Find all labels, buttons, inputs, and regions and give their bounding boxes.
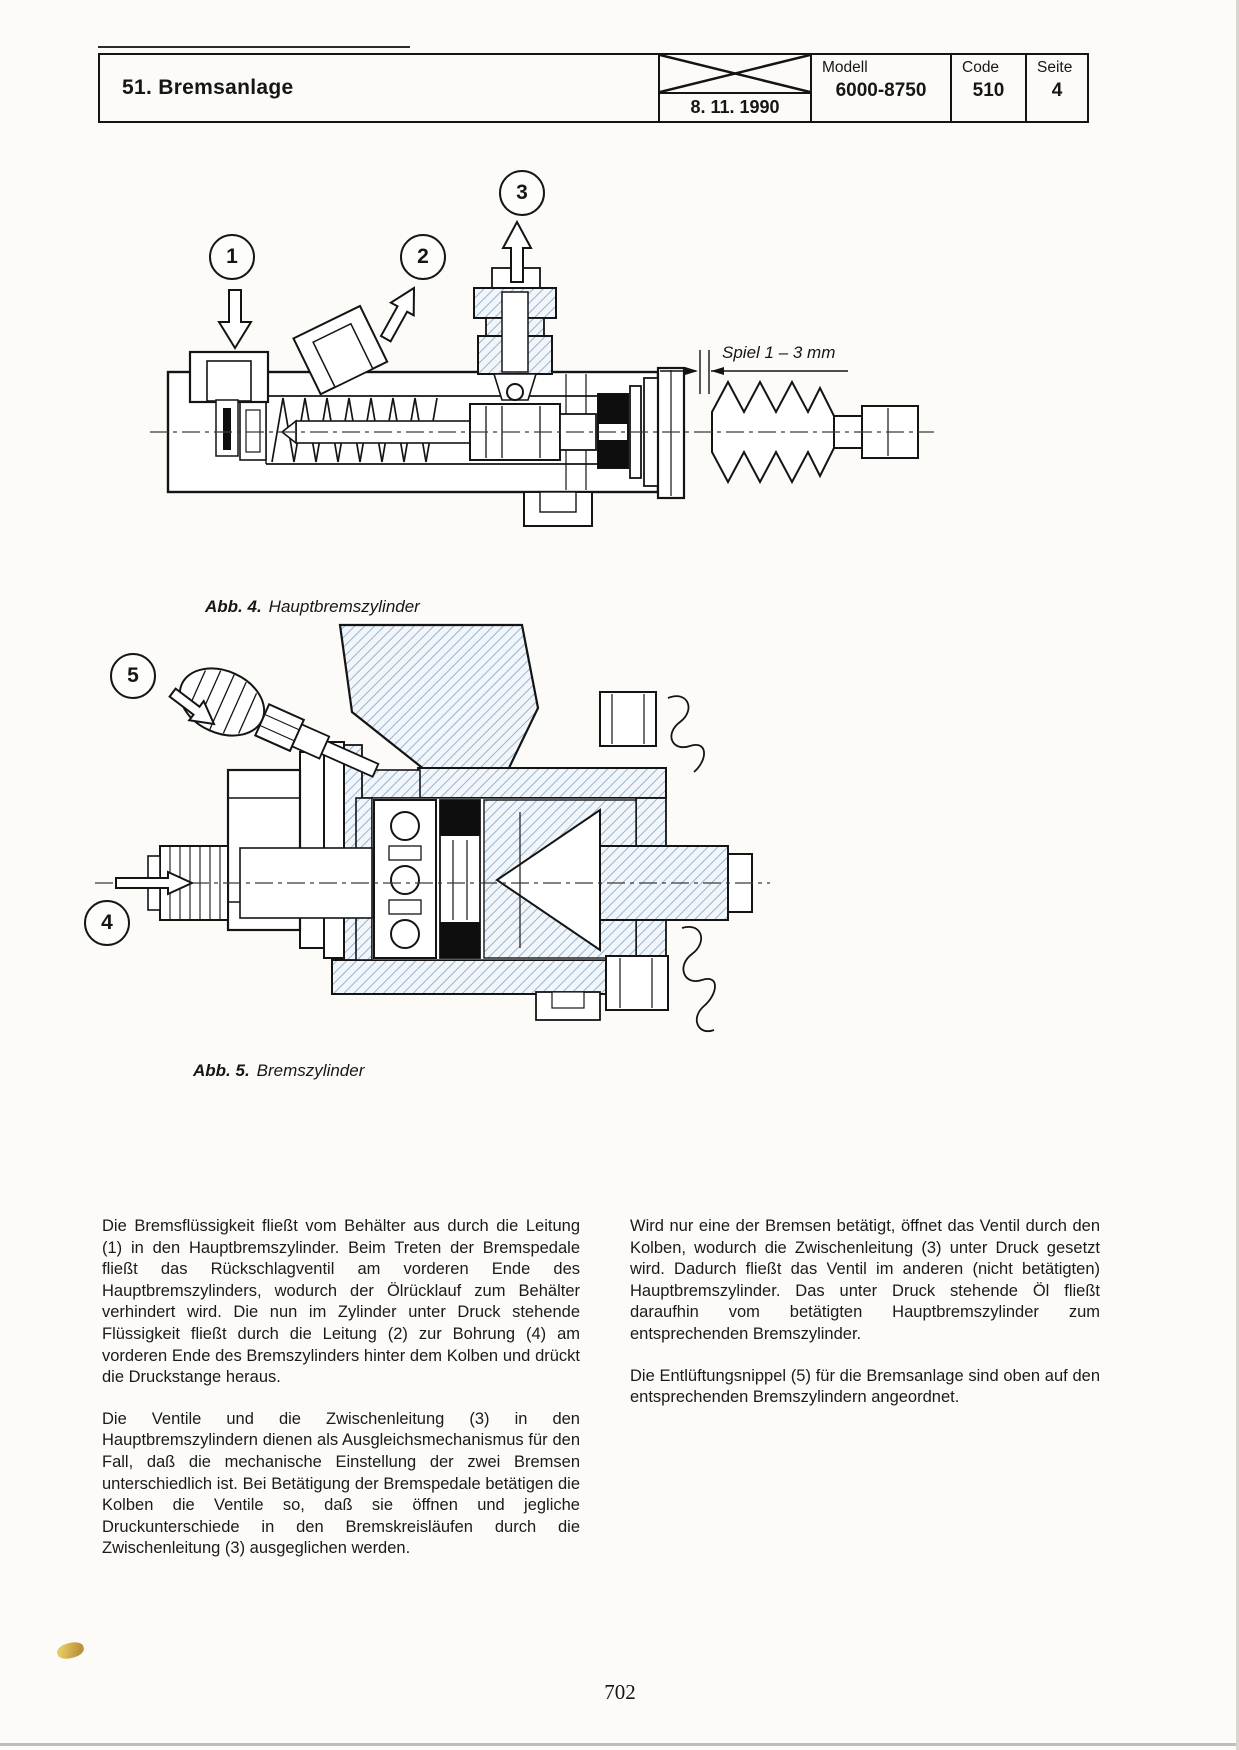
- paragraph: Die Ventile und die Zwischenleitung (3) in den Hauptbremszylindern dienen als Ausgleichsmechanismus für den Fall, daß die mechanische Einstellung der zwei Bremsen unterschiedlich ist. Bei Betätigung der Bremspedale betätigen die Kolben die Ventile so, daß sie öffnen und jegliche Druckunterschiede in den Bremskreisläufen durch die Zwischenleitung (3) ausgeglichen werden.: [102, 1409, 580, 1558]
- callout-1: [209, 234, 255, 280]
- valve-ball: [507, 384, 523, 400]
- page-number: 702: [604, 1680, 636, 1704]
- seite-label: Seite: [1037, 59, 1073, 76]
- callout-1-number: 1: [226, 245, 238, 268]
- body-column-right: [630, 1216, 1100, 1429]
- header-code-cell: [950, 55, 1025, 121]
- arrow-1-icon: [219, 290, 251, 348]
- outlet-port: [524, 492, 592, 526]
- callout-4: [84, 900, 130, 946]
- check-valve: [240, 402, 266, 460]
- paragraph: Die Bremsflüssigkeit fließt vom Behälter aus durch die Leitung (1) in den Hauptbremszylinder. Beim Treten der Bremspedale fließt das Rückschlagventil am vorderen Ende des Hauptbremszylinders, wodurch der Ölrücklauf zum Behälter verhindert wird. Die nun im Zylinder unter Druck stehende Flüssigkeit fließt durch die Leitung (2) zur Bohrung (4) am vorderen Ende des Bremszylinders hinter dem Kolben und drückt die Druckstange heraus.: [102, 1217, 580, 1387]
- callout-3: [499, 170, 545, 216]
- header-title-cell: [100, 55, 658, 121]
- page-title: 51. Bremsanlage: [122, 76, 294, 99]
- x-mark-icon: [660, 55, 810, 92]
- header-seite-cell: [1025, 55, 1087, 121]
- bremszylinder-diagram: [75, 590, 780, 1060]
- code-label: Code: [962, 59, 1000, 76]
- modell-label: Modell: [822, 59, 868, 76]
- paragraph: Die Entlüftungsnippel (5) für die Bremsanlage sind oben auf den entsprechenden Bremszylindern angeordnet.: [630, 1366, 1100, 1407]
- header-date-cell: [658, 55, 810, 121]
- callout-4-number: 4: [101, 911, 113, 934]
- scan-artifact-line: [98, 46, 410, 48]
- callout-5: [110, 653, 156, 699]
- figure1-caption-label: Abb. 4.: [205, 597, 262, 616]
- scan-edge-line: [0, 1743, 1239, 1746]
- end-washers: [630, 368, 684, 498]
- modell-value: 6000-8750: [835, 80, 927, 101]
- ink-smudge: [56, 1640, 86, 1661]
- callout-2: [400, 234, 446, 280]
- inlet-fitting: [148, 742, 372, 958]
- paragraph: Wird nur eine der Bremsen betätigt, öffnet das Ventil durch den Kolben, wodurch die Zwischenleitung (3) unter Druck gesetzt wird. Dadurch fließt das Ventil im anderen (nicht betätigten) Hauptbremszylinder. Das unter Druck stehende Öl fließt daraufhin vom betätigten Hauptbremszylinder zum entsprechenden Bremszylinder.: [630, 1217, 1100, 1343]
- arrow-2-icon: [381, 288, 414, 341]
- figure2-caption-label: Abb. 5.: [193, 1061, 250, 1080]
- revision-date: 8. 11. 1990: [690, 97, 780, 117]
- figure1-caption-text: Hauptbremszylinder: [268, 597, 420, 616]
- callout-5-number: 5: [127, 664, 139, 687]
- piston-seals: [598, 394, 628, 468]
- figure2-caption-text: Bremszylinder: [256, 1061, 365, 1080]
- spiel-dimension-label: Spiel 1 – 3 mm: [722, 343, 836, 362]
- header-modell-cell: [810, 55, 950, 121]
- code-value: 510: [972, 80, 1005, 101]
- figure2-caption: [193, 1061, 364, 1081]
- callout-2-number: 2: [417, 245, 429, 268]
- body-column-left: [102, 1216, 580, 1580]
- callout-3-number: 3: [516, 181, 528, 204]
- piston-seals: [440, 800, 480, 958]
- crossed-box: [660, 55, 810, 94]
- piston-stack: [374, 800, 436, 958]
- header-table: [98, 53, 1089, 123]
- seite-value: 4: [1051, 80, 1063, 101]
